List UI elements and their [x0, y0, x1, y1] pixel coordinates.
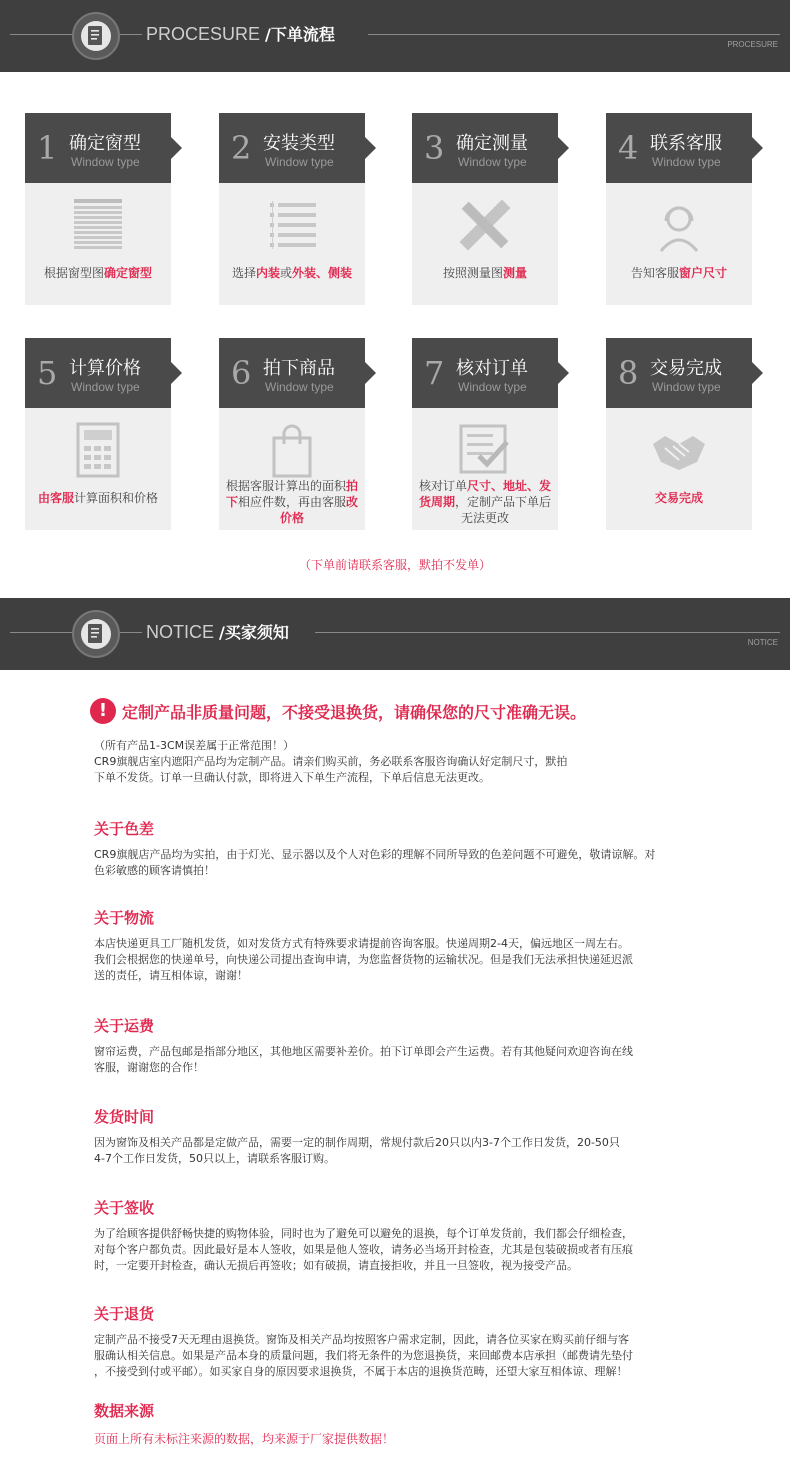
section-title: NOTICE /买家须知 [146, 622, 289, 642]
notice-header [0, 598, 790, 670]
shopping-bag-icon [262, 422, 322, 478]
divider [368, 34, 780, 35]
notice-section-body [94, 936, 704, 984]
notice-intro: （所有产品1-3CM误差属于正常范围！） CR9旗舰店室内遮阳产品均为定制产品。请亲们购买前，务必联系客服咨询确认好定制尺寸，默拍 下单不发货。订单一旦确认付款，即将进入下单生产流程，下单后信息无法更改。 [94, 739, 568, 784]
step-card [219, 338, 365, 530]
divider [10, 34, 72, 35]
step-name: 核对订单 [456, 358, 528, 379]
notice-line: 窗帘运费，产品包邮是指部分地区，其他地区需要补差价。拍下订单即会产生运费。若有其他疑问欢迎咨询在线 [94, 1045, 633, 1058]
step-description [610, 265, 748, 281]
source-text: 页面上所有未标注来源的数据，均来源于厂家提供数据！ [94, 1432, 395, 1446]
notice-line: 客服，谢谢您的合作！ [94, 1061, 204, 1074]
step-name: 拍下商品 [263, 358, 335, 379]
step-card [412, 113, 558, 305]
notice-section-body [94, 1332, 704, 1380]
step-card [606, 338, 752, 530]
step-card [219, 113, 365, 305]
step-subtitle: Window type [71, 155, 140, 169]
step-subtitle: Window type [458, 155, 527, 169]
notice-section-title: 关于退货 [94, 1305, 155, 1323]
step-description [416, 265, 554, 281]
notice-line: 送的责任，请互相体谅，谢谢！ [94, 969, 248, 982]
blinds-icon [68, 197, 128, 253]
step-description-part: 或 [280, 266, 293, 280]
step-description-part: 相应件数，再由客服 [237, 495, 346, 509]
notice-line: 因为窗饰及相关产品都是定做产品，需要一定的制作周期，常规付款后20只以内3-7个工作日发货，20-50只 [94, 1136, 620, 1149]
notice-section-body [94, 1226, 704, 1274]
step-header [219, 113, 365, 183]
notice-line: 时，一定要开封检查，确认无损后再签收；如有破损，请直接拒收，并且一旦签收，视为接受产品。 [94, 1259, 578, 1272]
notice-section-body [94, 1135, 704, 1167]
ruler-pencil-icon [455, 197, 515, 253]
step-description-part: ，定制产品下单后无法更改 [455, 495, 552, 525]
step-number: 2 [231, 129, 252, 167]
step-description [29, 490, 167, 506]
step-description [223, 478, 361, 526]
calculator-icon [68, 422, 128, 478]
step-header [25, 338, 171, 408]
step-description-part: 计算面积和价格 [74, 491, 159, 505]
step-card [606, 113, 752, 305]
notice-line: CR9旗舰店产品均为实拍，由于灯光、显示器以及个人对色彩的理解不同所导致的色差问题不可避免，敬请谅解。对 [94, 848, 656, 861]
step-header [606, 338, 752, 408]
exclamation-icon: ! [90, 698, 116, 724]
notice-line: 我们会根据您的快递单号，向快递公司提出查询申请，为您监督货物的运输状况。但是我们无法承担快递延迟派 [94, 953, 633, 966]
step-name: 安装类型 [263, 133, 335, 154]
step-name: 计算价格 [69, 358, 141, 379]
step-name: 联系客服 [650, 133, 722, 154]
step-card [25, 338, 171, 530]
step-card [25, 113, 171, 305]
handshake-icon [649, 422, 709, 478]
notice-line: 色彩敏感的顾客请慎拍！ [94, 864, 215, 877]
step-name: 交易完成 [650, 358, 722, 379]
source-title: 数据来源 [94, 1402, 155, 1420]
step-description [416, 478, 554, 526]
notice-line: 本店快递更具工厂随机发货，如对发货方式有特殊要求请提前咨询客服。快递周期2-4天，偏远地区一周左右。 [94, 937, 629, 950]
step-description-part: 根据窗型图 [43, 266, 104, 280]
step-description-part: 拍下 [225, 479, 359, 509]
divider [120, 632, 142, 633]
order-note: （下单前请联系客服，默拍不发单） [298, 558, 491, 572]
document-icon [72, 610, 120, 658]
section-title: PROCESURE /下单流程 [146, 24, 335, 44]
step-subtitle: Window type [71, 380, 140, 394]
step-description-part: 核对订单 [418, 479, 467, 493]
notice-line: 对每个客户都负责。因此最好是本人签收，如果是他人签收，请务必当场开封检查，尤其是包装破损或者有压痕 [94, 1243, 633, 1256]
divider [315, 632, 780, 633]
step-description [29, 265, 167, 281]
step-subtitle: Window type [652, 380, 721, 394]
step-description-part: 尺寸、地址、发货周期 [418, 479, 552, 509]
headset-agent-icon [649, 197, 709, 253]
notice-section-body [94, 847, 704, 879]
step-description-part: 测量 [503, 266, 528, 280]
notice-section-title: 发货时间 [94, 1108, 155, 1126]
notice-headline: ! 定制产品非质量问题，不接受退换货，请确保您的尺寸准确无误。 [90, 698, 586, 724]
list-icon [262, 197, 322, 253]
notice-section-body [94, 1044, 704, 1076]
step-description-part: 由客服 [37, 491, 74, 505]
step-description-part: 窗户尺寸 [679, 266, 728, 280]
notice-section-title: 关于签收 [94, 1199, 155, 1217]
step-description-part: 告知客服 [630, 266, 679, 280]
section-tag: PROCESURE [727, 40, 778, 49]
step-number: 8 [618, 354, 639, 392]
step-header [412, 113, 558, 183]
notice-section-title: 关于色差 [94, 820, 155, 838]
step-header [412, 338, 558, 408]
step-description-part: 按照测量图 [442, 266, 503, 280]
notice-line: 定制产品不接受7天无理由退换货。窗饰及相关产品均按照客户需求定制，因此，请各位买家在购买前仔细与客 [94, 1333, 629, 1346]
step-name: 确定窗型 [69, 133, 141, 154]
notice-line: 为了给顾客提供舒畅快捷的购物体验，同时也为了避免可以避免的退换，每个订单发货前，我们都会仔细检查， [94, 1227, 633, 1240]
step-card [412, 338, 558, 530]
notice-line: ，不接受到付或平邮）。如买家自身的原因要求退换货，不属于本店的退换货范畴，还望大家互相体谅、理解！ [94, 1365, 628, 1378]
notice-section-title: 关于物流 [94, 909, 155, 927]
step-number: 5 [37, 354, 58, 392]
step-subtitle: Window type [652, 155, 721, 169]
step-description [610, 490, 748, 506]
divider [10, 632, 72, 633]
step-description-part: 选择 [231, 266, 256, 280]
step-number: 4 [618, 129, 639, 167]
step-subtitle: Window type [265, 155, 334, 169]
step-header [25, 113, 171, 183]
section-tag: NOTICE [747, 638, 778, 647]
step-description-part: 改价格 [279, 495, 359, 525]
step-description-part: 内装 [255, 266, 280, 280]
step-description [223, 265, 361, 281]
step-number: 6 [231, 354, 252, 392]
notice-line: 4-7个工作日发货，50只以上，请联系客服订购。 [94, 1152, 335, 1165]
step-header [219, 338, 365, 408]
step-number: 3 [424, 129, 445, 167]
step-description-part: 交易完成 [654, 491, 703, 505]
step-subtitle: Window type [265, 380, 334, 394]
document-icon [72, 12, 120, 60]
step-description-part: 确定窗型 [104, 266, 153, 280]
step-subtitle: Window type [458, 380, 527, 394]
procesure-header [0, 0, 790, 72]
divider [120, 34, 142, 35]
step-number: 1 [37, 129, 58, 167]
step-description-part: 外装、侧装 [292, 266, 353, 280]
notice-line: 服确认相关信息。如果是产品本身的质量问题，我们将无条件的为您退换货，来回邮费本店承担（邮费请先垫付 [94, 1349, 633, 1362]
checklist-icon [455, 422, 515, 478]
notice-section-title: 关于运费 [94, 1017, 155, 1035]
step-header [606, 113, 752, 183]
step-name: 确定测量 [456, 133, 528, 154]
step-number: 7 [424, 354, 445, 392]
step-description-part: 根据客服计算出的面积 [225, 479, 346, 493]
